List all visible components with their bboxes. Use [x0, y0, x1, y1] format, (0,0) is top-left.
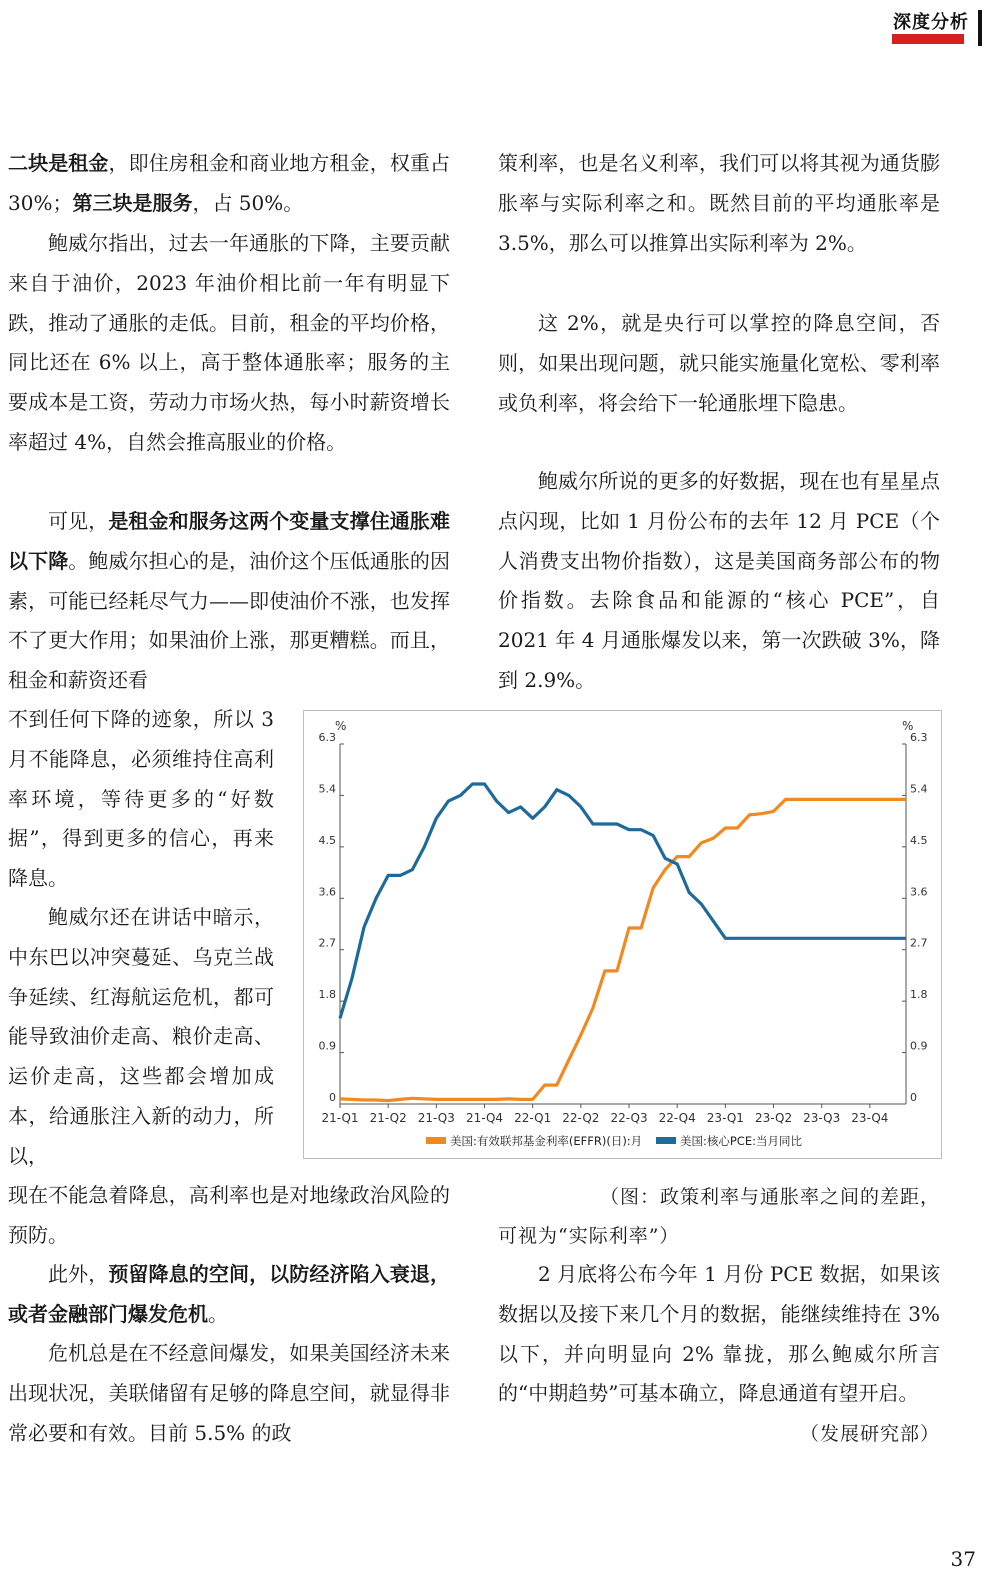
- paragraph-text: ，即住房租金和商业地方租金，权重占 30%；: [8, 151, 451, 215]
- emphasis-services: 第三块是服务: [72, 190, 193, 215]
- paragraph-10: 2 月底将公布今年 1 月份 PCE 数据，如果该数据以及接下来几个月的数据，能继续维持在 3% 以下，并向明显向 2% 靠拢，那么鲍威尔所言的“中期趋势”可基本确立，降息通道有望开启。: [498, 1262, 940, 1406]
- paragraph-9: 鲍威尔所说的更多的好数据，现在也有星星点点闪现，比如 1 月份公布的去年 12 月 PCE（个人消费支出物价指数），这是美国商务部公布的物价指数。去除食品和能源的“核心 PCE”，自 2021 年 4 月通胀爆发以来，第一次跌破 3%，降到 2.9%。: [498, 469, 940, 692]
- legend-label-core-pce: 美国:核心PCE:当月同比: [680, 1134, 802, 1148]
- emphasis-reserve-space: 预留降息的空间，以防经济陷入衰退，或者金融部门爆发危机: [8, 1262, 451, 1326]
- x-tick-label: 21-Q3: [417, 1111, 455, 1125]
- x-tick-label: 23-Q4: [851, 1111, 889, 1125]
- paragraph-8: 这 2%，就是央行可以掌控的降息空间，否则，如果出现问题，就只能实施量化宽松、零利率或负利率，将会给下一轮通胀埋下隐患。: [498, 311, 940, 415]
- line-chart: [304, 711, 941, 1158]
- paragraph-4: 鲍威尔还在讲话中暗示，中东巴以冲突蔓延、乌克兰战争延续、红海航运危机，都可能导致油价走高、粮价走高、运价走高，这些都会增加成本，给通胀注入新的动力，所以，: [8, 905, 274, 1168]
- paragraph-text: 此外，: [48, 1262, 109, 1286]
- y-tick-label-left: 6.3: [318, 731, 336, 744]
- chart-figure: [303, 710, 942, 1159]
- paragraph-3-continued: 不到任何下降的迹象，所以 3 月不能降息，必须维持住高利率环境，等待更多的“好数据”，得到更多的信心，再来降息。: [8, 707, 274, 891]
- section-header: [886, 8, 976, 34]
- emphasis-rent: 二块是租金: [8, 151, 109, 175]
- x-tick-label: 23-Q3: [803, 1111, 841, 1125]
- emphasis-rent-services: 是租金和服务这两个变量支撑住通胀难以下降: [8, 509, 451, 573]
- paragraph-text: ，占 50%。: [192, 190, 304, 215]
- y-tick-label-right: 5.4: [910, 782, 928, 796]
- y-tick-label-right: 6.3: [910, 731, 928, 744]
- author-signature: （发展研究部）: [799, 1423, 940, 1445]
- series-line-core-pce: [340, 784, 906, 1018]
- figure-caption-line-1: （图：政策利率与通胀率之间的差距，: [599, 1186, 940, 1208]
- y-tick-label-right: 0: [910, 1091, 917, 1104]
- y-tick-label-left: 4.5: [318, 833, 336, 847]
- x-tick-label: 23-Q2: [754, 1111, 793, 1125]
- y-tick-label-right: 1.8: [910, 988, 928, 1002]
- x-tick-label: 22-Q3: [610, 1111, 648, 1125]
- x-tick-label: 22-Q1: [514, 1111, 552, 1125]
- legend-swatch-effr: [426, 1137, 446, 1144]
- x-tick-label: 21-Q4: [465, 1111, 504, 1125]
- paragraph-1: [8, 144, 450, 224]
- x-tick-label: 23-Q1: [706, 1111, 744, 1125]
- paragraph-7: 策利率，也是名义利率，我们可以将其视为通货膨胀率与实际利率之和。既然目前的平均通胀率是 3.5%，那么可以推算出实际利率为 2%。: [498, 151, 940, 255]
- paragraph-4-continued: 现在不能急着降息，高利率也是对地缘政治风险的预防。: [8, 1183, 450, 1247]
- x-tick-label: 22-Q4: [658, 1111, 696, 1125]
- paragraph-text: 。鲍威尔担心的是，油价这个压低通胀的因素，可能已经耗尽气力——即使油价不涨，也发挥不了更大作用；如果油价上涨，那更糟糕。而且，租金和薪资还看: [8, 548, 451, 693]
- paragraph-3: [8, 502, 450, 701]
- paragraph-text: 。: [208, 1301, 228, 1326]
- legend-swatch-core-pce: [656, 1137, 676, 1144]
- section-title: 深度分析: [893, 12, 969, 33]
- y-tick-label-left: 2.7: [318, 936, 336, 950]
- y-tick-label-right: 4.5: [910, 833, 928, 847]
- y-tick-label-right: 3.6: [910, 885, 928, 899]
- y-tick-label-left: 0.9: [318, 1039, 336, 1053]
- paragraph-2: 鲍威尔指出，过去一年通胀的下降，主要贡献来自于油价，2023 年油价相比前一年有明显下跌，推动了通胀的走低。目前，租金的平均价格，同比还在 6% 以上，高于整体通胀率；服务的主要成本是工资，劳动力市场火热，每小时薪资增长率超过 4%，自然会推高服业的价格。: [8, 231, 450, 454]
- paragraph-6: 危机总是在不经意间爆发，如果美国经济未来出现状况，美联储留有足够的降息空间，就显得非常必要和有效。目前 5.5% 的政: [8, 1341, 450, 1445]
- section-divider-line: [978, 10, 982, 46]
- paragraph-text: 可见，: [48, 509, 109, 533]
- y-tick-label-left: 5.4: [318, 782, 336, 796]
- x-tick-label: 21-Q2: [369, 1111, 407, 1125]
- page-number: 37: [950, 1547, 976, 1571]
- legend-label-effr: 美国:有效联邦基金利率(EFFR)(日):月: [450, 1134, 643, 1148]
- x-tick-label: 21-Q1: [321, 1111, 359, 1125]
- y-tick-label-right: 0.9: [910, 1039, 928, 1053]
- y-tick-label-left: 0: [329, 1091, 336, 1104]
- y-tick-label-left: 1.8: [318, 988, 336, 1002]
- x-tick-label: 22-Q2: [562, 1111, 600, 1125]
- y-tick-label-left: 3.6: [318, 885, 336, 899]
- paragraph-5: [8, 1255, 450, 1335]
- section-accent-bar: [892, 34, 964, 44]
- y-unit-left: %: [335, 719, 347, 733]
- figure-caption-line-2: 可视为“实际利率”）: [498, 1225, 680, 1247]
- y-tick-label-right: 2.7: [910, 936, 928, 950]
- y-unit-right: %: [902, 719, 914, 733]
